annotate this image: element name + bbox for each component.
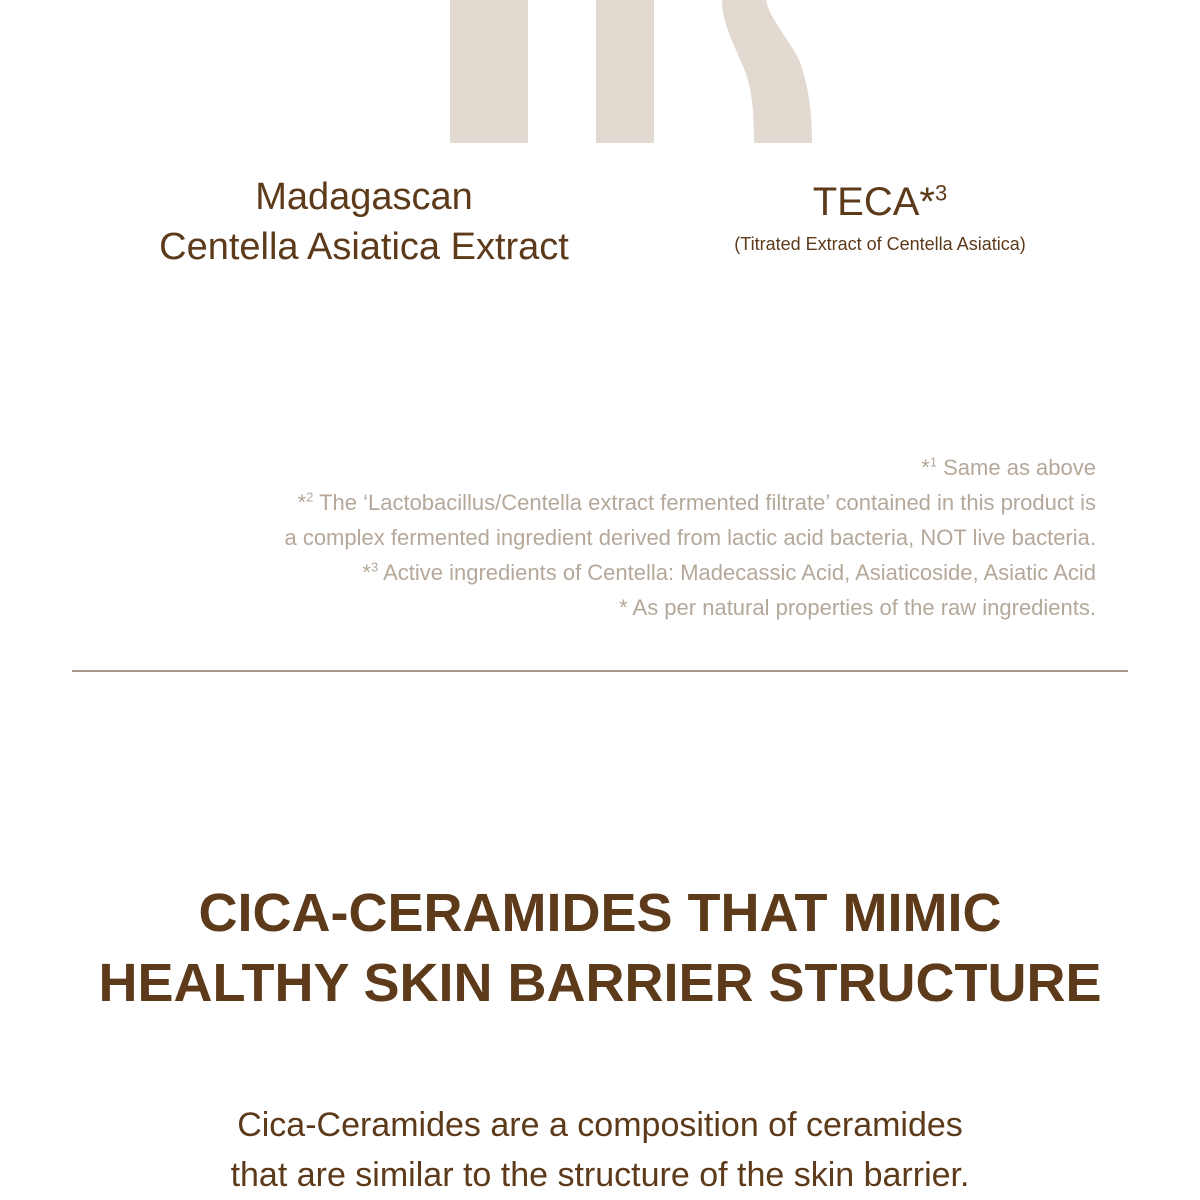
teca-subtitle: (Titrated Extract of Centella Asiatica) [734,234,1026,254]
footnote-1-mark: * [921,455,930,480]
teca-title [690,176,1070,228]
footnote-2-mark: * [297,490,307,515]
ingredient-teca [690,176,1070,256]
ingredient-left-line2: Centella Asiatica Extract [159,226,569,268]
headline-line2: HEALTHY SKIN BARRIER STRUCTURE [98,953,1102,1013]
footnote-1 [100,450,1096,485]
section-headline [0,878,1200,1018]
footnotes [100,450,1096,625]
centella-leaf-graphic [0,0,1200,150]
description-line1: Cica-Ceramides are a composition of ceramides [237,1106,963,1144]
ingredient-left-line1: Madagascan [255,176,473,218]
section-description [0,1100,1200,1200]
headline-line1: CICA-CERAMIDES THAT MIMIC [198,883,1002,943]
footnote-2b-text: a complex fermented ingredient derived from lactic acid bacteria, NOT live bacteria. [284,525,1096,550]
ingredient-madagascan-centella [140,172,588,272]
graphic-stem-middle [596,0,654,143]
footnote-2 [100,485,1096,520]
footnote-3 [100,555,1096,590]
section-divider [72,670,1128,672]
footnote-3-sup: 3 [370,559,379,575]
graphic-stem-left [450,0,528,143]
teca-title-text: TECA* [812,180,935,224]
footnote-2-text: The ‘Lactobacillus/Centella extract fermented filtrate’ contained in this product is [313,490,1096,515]
footnote-4 [100,590,1096,625]
footnote-3-text: Active ingredients of Centella: Madecassic Acid, Asiaticoside, Asiatic Acid [378,560,1096,585]
footnote-1-text: Same as above [937,455,1096,480]
description-line2: that are similar to the structure of the skin barrier. [230,1156,970,1194]
footnote-4-text: * As per natural properties of the raw ingredients. [619,595,1096,620]
footnote-2-sup: 2 [306,489,314,505]
graphic-curve-right [722,0,812,143]
footnote-2-continued [100,520,1096,555]
footnote-3-mark: * [362,560,371,585]
teca-title-sup: 3 [935,180,948,206]
footnote-1-sup: 1 [929,454,938,470]
